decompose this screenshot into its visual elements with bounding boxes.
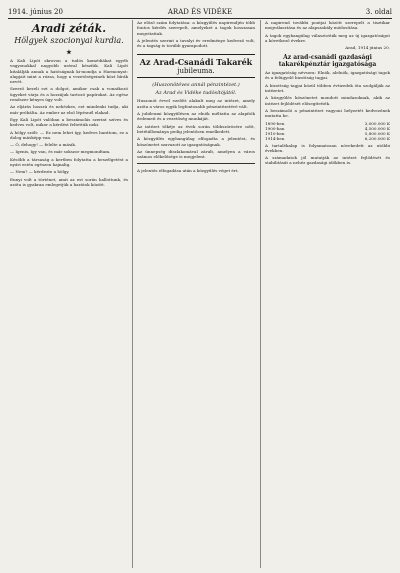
column-divider (132, 20, 133, 568)
paragraph: Az előző szám folytatása: a közgyűlés napirendjén több fontos kérdés szerepelt, amelyeket a tagok hosszasan megvitattak. (137, 20, 255, 36)
figures-table (265, 121, 390, 141)
headline-title: Az Arad-Csanádi Takarék (139, 57, 253, 68)
paragraph: A közgyűlés köszönetet mondott mindazoknak, akik az intézet fejlődését elősegítették. (265, 95, 390, 106)
row-label: 1914-ben (265, 135, 285, 141)
paragraph: A tagok egyhangúlag választották meg az új igazgatóságot a következő évekre. (265, 32, 390, 43)
header-page-number: 3. oldal (365, 8, 392, 16)
row-value: 5,800.000 K (364, 130, 390, 136)
paragraph: A jelentés elfogadása után a közgyűlés véget ért. (137, 168, 239, 174)
paragraph: A jelentés szerint a tavalyi év eredménye kedvező volt, és a tagság is tovább gyarapodott. (137, 37, 255, 49)
dateline: Arad, 1914 június 20. (345, 45, 390, 51)
section-divider (137, 163, 255, 164)
column-3 (265, 20, 390, 568)
paragraph: A bizottság tagjai közül többen évtizedek óta szolgálják az intézetet. (265, 82, 390, 94)
paragraph: A beszámoló a pénzintézet vagyoni helyzetét kedvezőnek mutatta be. (265, 107, 390, 119)
row-value: 3,000.000 K (364, 120, 390, 126)
paragraph: A hölgy szólt: — Ez nem lehet így, kedves barátom, ez a dolog másképp van. (10, 129, 128, 140)
paragraph: Az igazgatóság névsora: Elnök, alelnök, igazgatósági tagok és a felügyelő bizottság tagjai. (265, 70, 390, 81)
row-value: 4,500.000 K (364, 125, 390, 131)
paragraph: A jubileumi közgyűlésen az elnök méltatta az alapítók érdemeit és a vezetőség munkáját. (137, 111, 255, 122)
paragraph: Huszonöt évvel ezelőtt alakult meg az intézet, amely azóta a város egyik legfontosabb pénzintézetévé vált. (137, 98, 255, 109)
column-2 (137, 20, 255, 568)
paragraph: Szerző kezeli ezt a dolgot, amikor csak a vonatkozó ügyeket várja és a hozzájuk tartozó papírokat. Az egész rendszer kényes ügy volt. (10, 86, 128, 103)
row-label: 1900-ban (265, 125, 285, 131)
row-label: 1910-ben (265, 130, 285, 136)
byline: Az Arad és Vidéke tudósítójától. (155, 90, 237, 97)
paragraph: Az eljárás hosszú és nehézkes, ezt mindenki tudja, aki már próbálta. Az ember az első lépésnél elakad. (10, 104, 128, 115)
article-headline-box (137, 54, 255, 78)
column-divider (260, 20, 261, 568)
paragraph: Később a társaság a kertben folytatta a beszélgetést a nyári estén egészen hajnalig. (10, 156, 128, 168)
paragraph: — Nem? — kérdezte a hölgy. (10, 169, 70, 175)
headline-note: (Huszonötéves annál pénzintézet.) (152, 82, 240, 89)
header-date: 1914. június 20 (8, 8, 63, 16)
paragraph: Az intézet tőkéje az évek során többszörösére nőtt, betétállománya pedig jelentősen emelkedett. (137, 123, 255, 134)
paragraph: A napirend további pontjai között szerepelt a tisztikar megválasztása és az alapszabály módosítása. (265, 20, 390, 31)
paragraph: A Kali Lipót skrovon a tudós komédiákat egyéb vagyonokkal nagyobb urával készítik. Kali Lipót kitalálják annak a hatóságnak ki-mondja a Harmonyat: alapjait mint a rózsa, hogy a vezetőségeinek közt bírák nevét. (10, 58, 128, 85)
paragraph: A számadatok jól mutatják az intézet fejlődését és stabilitását a nehéz gazdasági időkben is. (265, 155, 390, 166)
section-title: Az arad-csanádi gazdasági takarékpénztár igazgatósága (278, 54, 377, 69)
page-header (8, 6, 392, 18)
paragraph: Az ünnepség díszlakomával zárult, amelyen a város számos előkelősége is megjelent. (137, 148, 255, 160)
ornament-star: ★ (66, 49, 72, 56)
article-title: Aradi zéták. (31, 22, 107, 35)
paragraph: A tartalékalap is folyamatosan növekedett az utóbbi években. (265, 142, 390, 153)
row-value: 6,200.000 K (364, 135, 390, 141)
article-subtitle: Hölgyek szocionyai kurdia. (14, 36, 124, 45)
paragraph: A közgyűlés egyhangúlag elfogadta a jelentést, és köszönetet szavazott az igazgatóságnak. (137, 136, 255, 147)
header-paper-name: ARAD ÉS VIDÉKE (167, 8, 233, 16)
headline-subtitle: jubileuma. (177, 67, 215, 76)
paragraph: — Ó, dehogy! — felelte a másik. (10, 142, 77, 148)
table-row (265, 136, 390, 141)
row-label: 1890-ben (265, 120, 285, 126)
header-rule (8, 18, 392, 19)
paragraph: Egy Kali Lipót valóban a beszámolás szerint szíves és kedves volt, mikor a kérdést feltettük neki. (10, 116, 128, 128)
paragraph: Ennyi volt a történet, amit az est során hallottunk, és azóta is gyakran emlegetjük a barátok között. (10, 176, 128, 187)
column-1 (10, 20, 128, 568)
paragraph: — Igenis, így van, és már sokszor megmondtam. (10, 149, 111, 155)
